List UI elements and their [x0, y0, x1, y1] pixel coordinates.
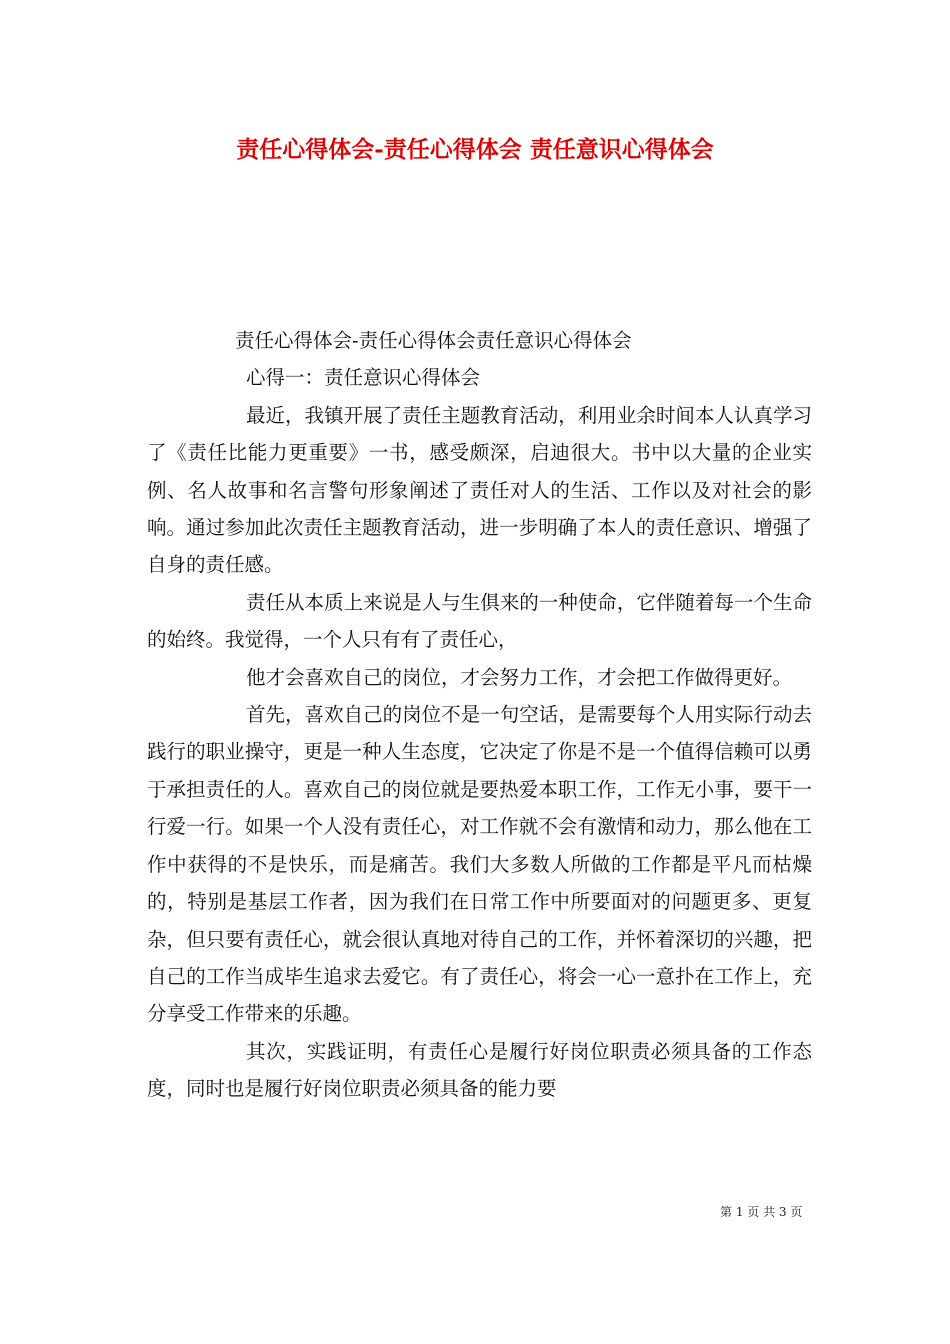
- title-part-2: 责任心得体会: [383, 136, 522, 163]
- title-part-3: 责任意识心得体会: [529, 136, 714, 163]
- document-body: [147, 322, 812, 1108]
- paragraph-2: 责任从本质上来说是人与生俱来的一种使命，它伴随着每一个生命的始终。我觉得，一个人只有有了责任心，: [147, 590, 812, 652]
- title-separator: -: [374, 136, 384, 163]
- paragraph-1: 最近，我镇开展了责任主题教育活动，利用业余时间本人认真学习了《责任比能力更重要》一书，感受颇深，启迪很大。书中以大量的企业实例、名人故事和名言警句形象阐述了责任对人的生活、工作以及对社会的影响。通过参加此次责任主题教育活动，进一步明确了本人的责任意识、增强了自身的责任感。: [147, 403, 812, 577]
- title-part-1: 责任心得体会: [236, 136, 375, 163]
- body-heading: 责任心得体会-责任心得体会责任意识心得体会: [235, 329, 632, 352]
- body-subheading: 心得一：责任意识心得体会: [246, 366, 481, 390]
- paragraph-3: 他才会喜欢自己的岗位，才会努力工作，才会把工作做得更好。: [246, 665, 793, 689]
- paragraph-5: 其次，实践证明，有责任心是履行好岗位职责必须具备的工作态度，同时也是履行好岗位职责必须具备的能力要: [147, 1039, 812, 1101]
- paragraph-4: 首先，喜欢自己的岗位不是一句空话，是需要每个人用实际行动去践行的职业操守，更是一种人生态度，它决定了你是不是一个值得信赖可以勇于承担责任的人。喜欢自己的岗位就是要热爱本职工作，工作无小事，要干一行爱一行。如果一个人没有责任心，对工作就不会有激情和动力，那么他在工作中获得的不是快乐，而是痛苦。我们大多数人所做的工作都是平凡而枯燥的，特别是基层工作者，因为我们在日常工作中所要面对的问题更多、更复杂，但只要有责任心，就会很认真地对待自己的工作，并怀着深切的兴趣，把自己的工作当成毕生追求去爱它。有了责任心，将会一心一意扑在工作上，充分享受工作带来的乐趣。: [147, 703, 812, 1026]
- document-title: [0, 134, 950, 166]
- page-number-footer: 第 1 页 共 3 页: [720, 1205, 803, 1219]
